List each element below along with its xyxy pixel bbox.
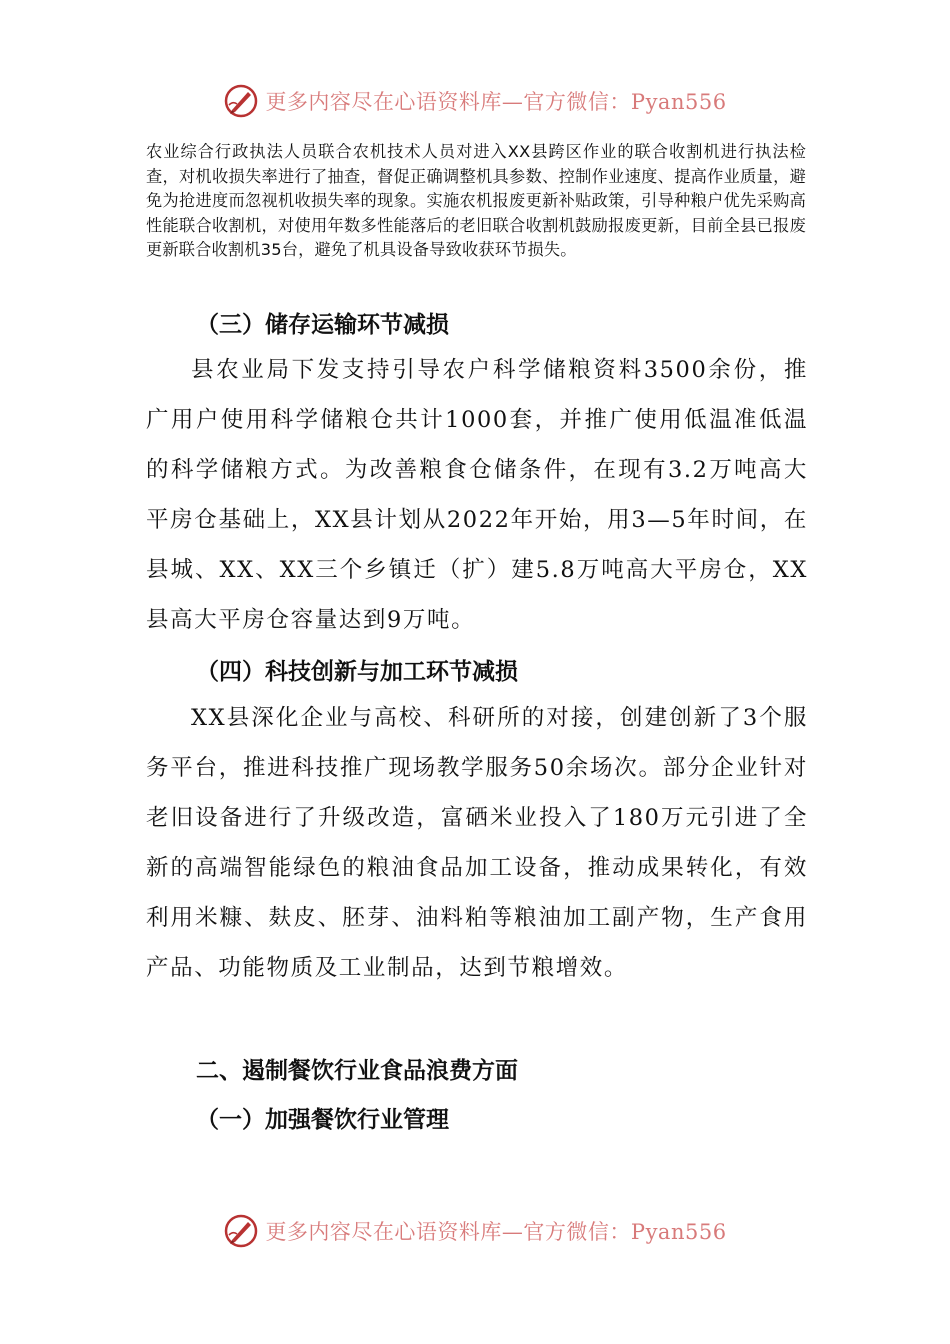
- section-3-paragraph: 县农业局下发支持引导农户科学储粮资料3500余份，推广用户使用科学储粮仓共计1000套，并推广使用低温准低温的科学储粮方式。为改善粮食仓储条件，在现有3.2万吨高大平房仓基础上，XX县计划从2022年开始，用3—5年时间，在县城、XX、XX三个乡镇迁（扩）建5.8万吨高大平房仓，XX县高大平房仓容量达到9万吨。: [146, 357, 808, 633]
- part-2-heading: 二、遏制餐饮行业食品浪费方面: [196, 1057, 518, 1084]
- pen-logo-icon: [223, 1213, 259, 1249]
- part-2-subheading-1: （一）加强餐饮行业管理: [196, 1106, 449, 1133]
- watermark-text: 更多内容尽在心语资料库—官方微信：Pyan556: [265, 90, 727, 114]
- pen-logo-icon: [223, 83, 259, 119]
- section-4-paragraph: XX县深化企业与高校、科研所的对接，创建创新了3个服务平台，推进科技推广现场教学服务50余场次。部分企业针对老旧设备进行了升级改造，富硒米业投入了180万元引进了全新的高端智能绿色的粮油食品加工设备，推动成果转化，有效利用米糠、麸皮、胚芽、油料粕等粮油加工副产物，生产食用产品、功能物质及工业制品，达到节粮增效。: [146, 705, 808, 981]
- header-watermark: [0, 76, 950, 126]
- footer-watermark: [0, 1206, 950, 1256]
- intro-paragraph: 农业综合行政执法人员联合农机技术人员对进入XX县跨区作业的联合收割机进行执法检查，对机收损失率进行了抽查，督促正确调整机具参数、控制作业速度、提高作业质量，避免为抢进度而忽视机收损失率的现象。实施农机报废更新补贴政策，引导种粮户优先采购高性能联合收割机，对使用年数多性能落后的老旧联合收割机鼓励报废更新，目前全县已报废更新联合收割机35台，避免了机具设备导致收获环节损失。: [146, 142, 806, 260]
- section-4-heading: （四）科技创新与加工环节减损: [196, 658, 518, 685]
- section-3-heading: （三）储存运输环节减损: [196, 311, 449, 338]
- watermark-text: 更多内容尽在心语资料库—官方微信：Pyan556: [265, 1220, 727, 1244]
